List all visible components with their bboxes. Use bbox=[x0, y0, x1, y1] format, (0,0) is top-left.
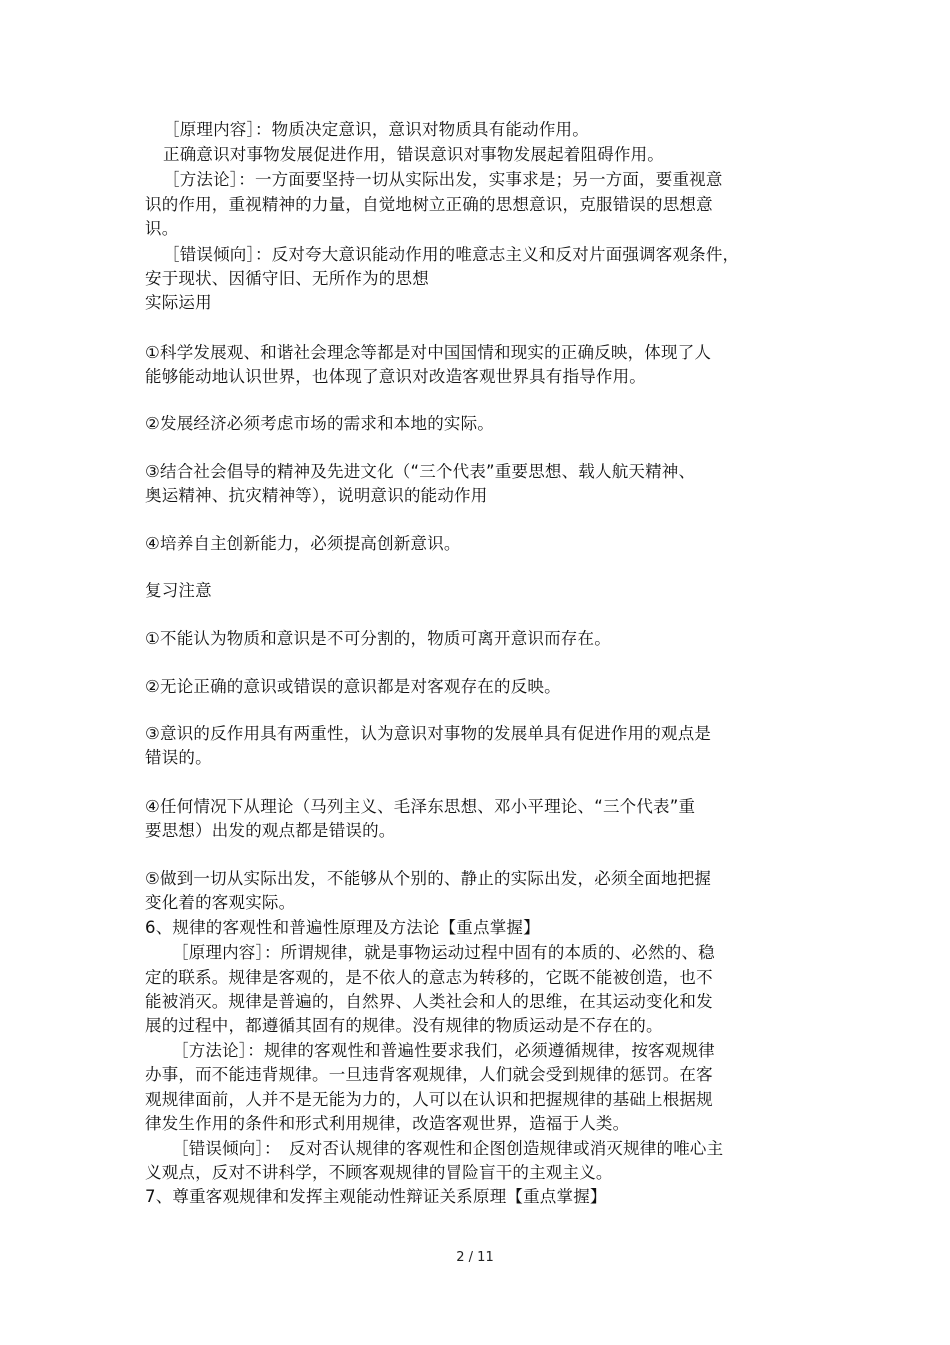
list-item: ④培养自主创新能力，必须提高创新意识。 bbox=[145, 534, 461, 553]
text-line: 识的作用，重视精神的力量，自觉地树立正确的思想意识，克服错误的思想意 bbox=[145, 195, 713, 214]
text-line: ［错误倾向］：反对夸大意识能动作用的唯意志主义和反对片面强调客观条件， bbox=[163, 245, 740, 264]
list-item: ③意识的反作用具有两重性，认为意识对事物的发展单具有促进作用的观点是 bbox=[145, 724, 712, 743]
text-line: 能够能动地认识世界，也体现了意识对改造客观世界具有指导作用。 bbox=[145, 367, 646, 386]
text-line: 变化着的客观实际。 bbox=[145, 893, 296, 912]
text-line: 义观点，反对不讲科学，不顾客观规律的冒险盲干的主观主义。 bbox=[145, 1163, 613, 1182]
text-line: 安于现状、因循守旧、无所作为的思想 bbox=[145, 269, 429, 288]
list-item: ②发展经济必须考虑市场的需求和本地的实际。 bbox=[145, 414, 494, 433]
section-heading: 复习注意 bbox=[145, 581, 212, 600]
text-line: ［原理内容］：物质决定意识，意识对物质具有能动作用。 bbox=[163, 120, 589, 139]
text-line: ［方法论］：一方面要坚持一切从实际出发，实事求是；另一方面，要重视意 bbox=[163, 170, 723, 189]
list-item: ④任何情况下从理论（马列主义、毛泽东思想、邓小平理论、“三个代表”重 bbox=[145, 797, 696, 816]
list-item: ⑤做到一切从实际出发，不能够从个别的、静止的实际出发，必须全面地把握 bbox=[145, 869, 712, 888]
text-line: ［错误倾向］： 反对否认规律的客观性和企图创造规律或消灭规律的唯心主 bbox=[172, 1139, 724, 1158]
text-line: 错误的。 bbox=[145, 748, 212, 767]
text-line: 识。 bbox=[145, 219, 179, 238]
text-line: ［原理内容］：所谓规律，就是事物运动过程中固有的本质的、必然的、稳 bbox=[172, 943, 715, 962]
text-line: 展的过程中，都遵循其固有的规律。没有规律的物质运动是不存在的。 bbox=[145, 1016, 663, 1035]
text-line: ［方法论］：规律的客观性和普遍性要求我们，必须遵循规律，按客观规律 bbox=[172, 1041, 715, 1060]
text-line: 要思想）出发的观点都是错误的。 bbox=[145, 821, 396, 840]
list-item: ②无论正确的意识或错误的意识都是对客观存在的反映。 bbox=[145, 677, 561, 696]
section-heading: 6、规律的客观性和普遍性原理及方法论【重点掌握】 bbox=[145, 918, 540, 937]
text-line: 能被消灭。规律是普遍的，自然界、人类社会和人的思维，在其运动变化和发 bbox=[145, 992, 713, 1011]
text-line: 定的联系。规律是客观的，是不依人的意志为转移的，它既不能被创造，也不 bbox=[145, 968, 713, 987]
text-line: 奥运精神、抗灾精神等），说明意识的能动作用 bbox=[145, 486, 488, 505]
section-heading: 7、尊重客观规律和发挥主观能动性辩证关系原理【重点掌握】 bbox=[145, 1187, 607, 1206]
list-item: ①不能认为物质和意识是不可分割的，物质可离开意识而存在。 bbox=[145, 629, 611, 648]
text-line: 律发生作用的条件和形式利用规律，改造客观世界，造福于人类。 bbox=[145, 1114, 630, 1133]
list-item: ③结合社会倡导的精神及先进文化（“三个代表”重要思想、载人航天精神、 bbox=[145, 462, 696, 481]
section-heading: 实际运用 bbox=[145, 293, 212, 312]
text-line: 正确意识对事物发展促进作用，错误意识对事物发展起着阻碍作用。 bbox=[163, 145, 664, 164]
text-line: 观规律面前，人并不是无能为力的，人可以在认识和把握规律的基础上根据规 bbox=[145, 1090, 713, 1109]
text-line: 办事，而不能违背规律。一旦违背客观规律，人们就会受到规律的惩罚。在客 bbox=[145, 1065, 713, 1084]
list-item: ①科学发展观、和谐社会理念等都是对中国国情和现实的正确反映，体现了人 bbox=[145, 343, 712, 362]
page-number: 2 / 11 bbox=[456, 1250, 494, 1265]
